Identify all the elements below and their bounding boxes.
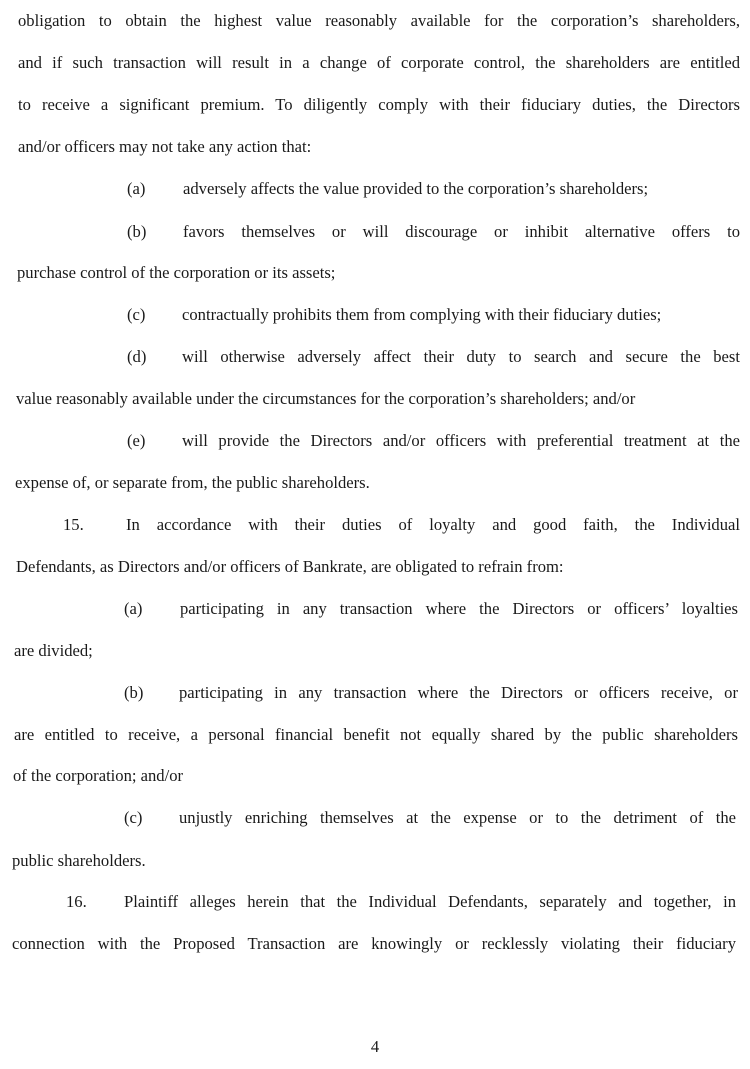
paragraph-text: In accordance with their duties of loyalty and good faith, the Individual — [126, 515, 740, 534]
text-line: and/or officers may not take any action that: — [18, 137, 312, 156]
list-item-text: are divided; — [14, 641, 93, 660]
list-item-label: (b) — [124, 683, 144, 702]
paragraph-number: 16. — [66, 892, 87, 911]
list-item-text: will otherwise adversely affect their duty to search and secure the best — [182, 347, 740, 366]
list-item-label: (e) — [127, 431, 146, 450]
list-item-text: unjustly enriching themselves at the expense or to the detriment of the — [179, 808, 736, 827]
list-item-text: will provide the Directors and/or officers with preferential treatment at the — [182, 431, 740, 450]
text-line: and if such transaction will result in a change of corporate control, the shareholders are entitled — [18, 53, 740, 72]
list-item-label: (c) — [124, 808, 143, 827]
list-item-text: adversely affects the value provided to the corporation’s shareholders; — [183, 179, 649, 198]
paragraph-text: connection with the Proposed Transaction are knowingly or recklessly violating their fiduciary — [12, 934, 736, 953]
text-line: to receive a significant premium. To diligently comply with their fiduciary duties, the Directors — [18, 95, 740, 114]
list-item-text: expense of, or separate from, the public shareholders. — [15, 473, 370, 492]
paragraph-text: Plaintiff alleges herein that the Individual Defendants, separately and together, in — [124, 892, 736, 911]
list-item-text: contractually prohibits them from complying with their fiduciary duties; — [182, 305, 662, 324]
text-line: obligation to obtain the highest value reasonably available for the corporation’s shareholders, — [18, 11, 740, 30]
list-item-text: of the corporation; and/or — [13, 766, 184, 785]
list-item-text: are entitled to receive, a personal financial benefit not equally shared by the public shareholders — [14, 725, 738, 744]
list-item-text: public shareholders. — [12, 851, 146, 870]
list-item-text: favors themselves or will discourage or inhibit alternative offers to — [183, 222, 740, 241]
list-item-text: participating in any transaction where the Directors or officers receive, or — [179, 683, 738, 702]
list-item-label: (a) — [124, 599, 143, 618]
list-item-label: (d) — [127, 347, 147, 366]
list-item-text: value reasonably available under the circumstances for the corporation’s shareholders; and/or — [16, 389, 636, 408]
list-item-label: (a) — [127, 179, 146, 198]
paragraph-number: 15. — [63, 515, 84, 534]
list-item-text: participating in any transaction where the Directors or officers’ loyalties — [180, 599, 738, 618]
page-number: 4 — [370, 1037, 380, 1056]
list-item-label: (b) — [127, 222, 147, 241]
list-item-text: purchase control of the corporation or its assets; — [17, 263, 336, 282]
paragraph-text: Defendants, as Directors and/or officers of Bankrate, are obligated to refrain from: — [16, 557, 564, 576]
list-item-label: (c) — [127, 305, 146, 324]
